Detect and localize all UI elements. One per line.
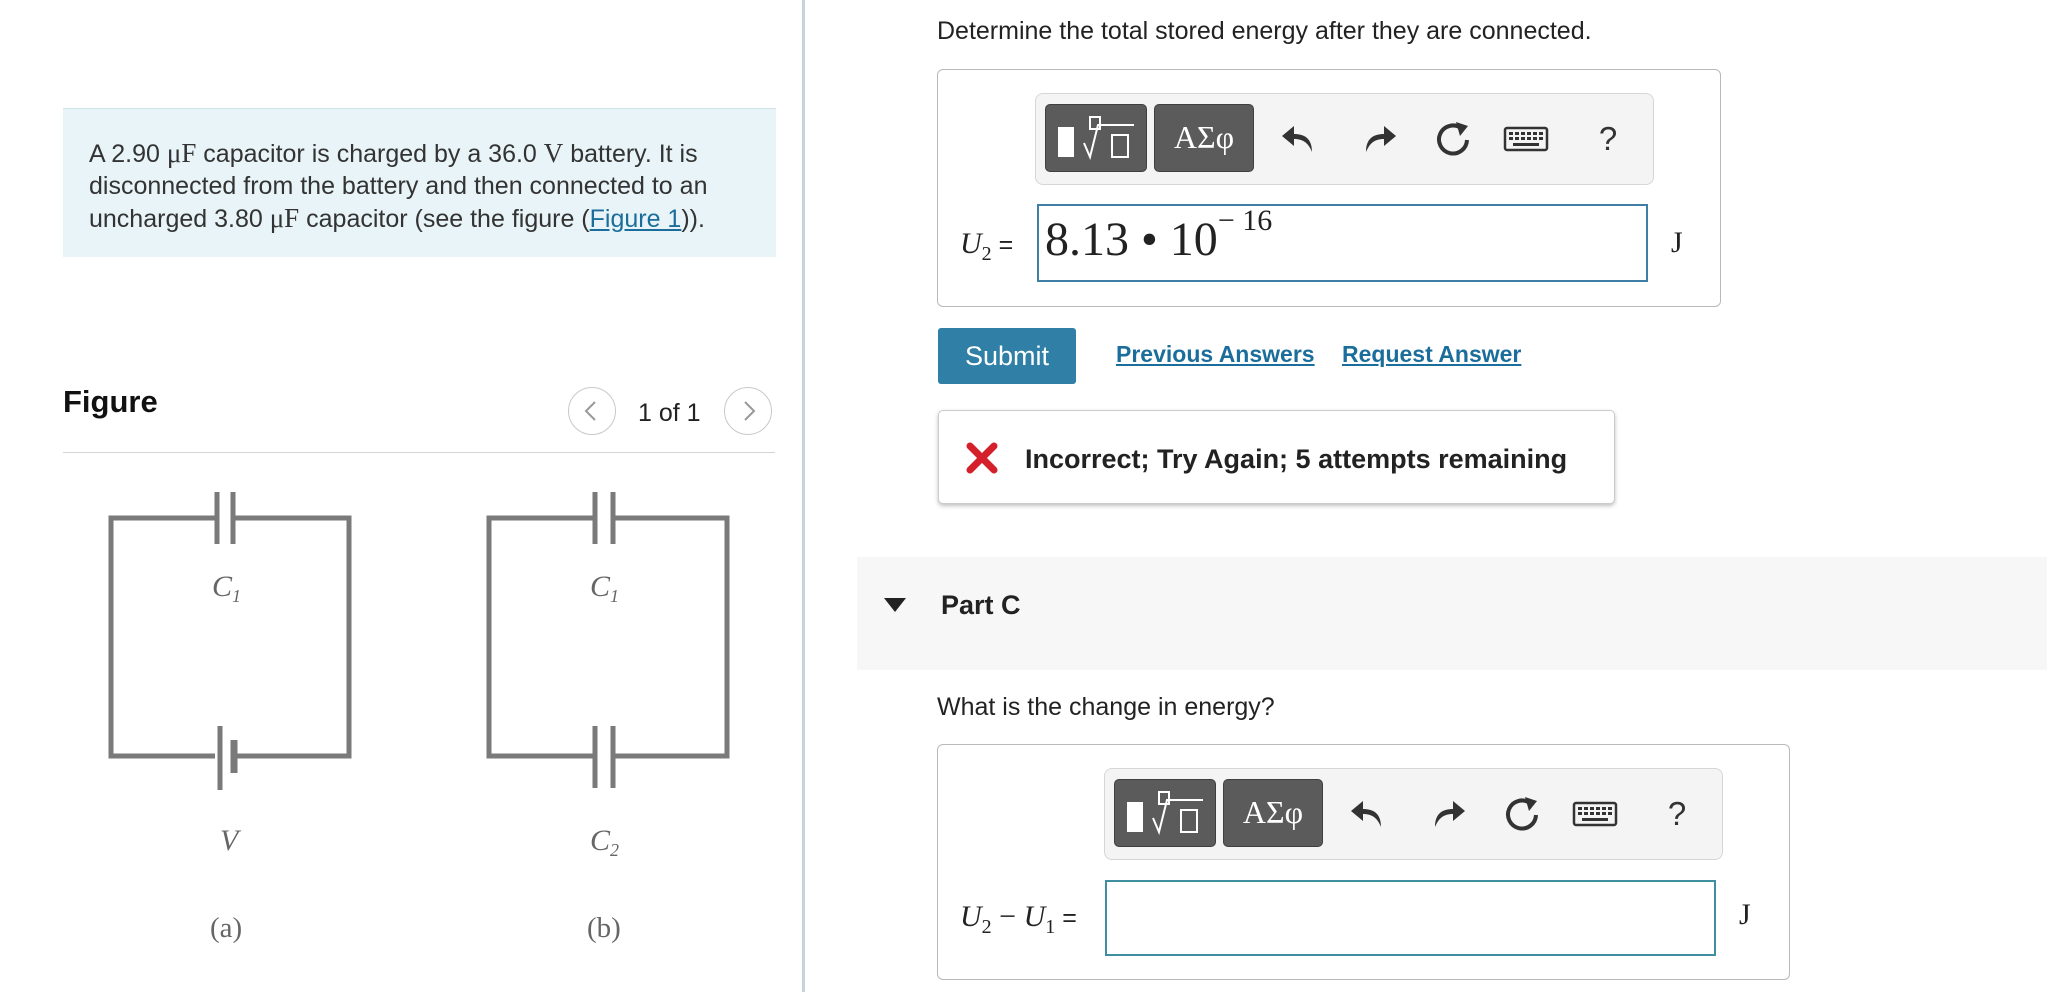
figure-link[interactable]: Figure 1 — [589, 205, 682, 233]
caret-down-icon[interactable] — [884, 598, 906, 612]
keyboard-icon — [1501, 114, 1551, 164]
prev-figure-button[interactable] — [568, 387, 616, 435]
previous-answers-link[interactable]: Previous Answers — [1116, 341, 1315, 367]
part-c-prompt: What is the change in energy? — [937, 693, 1275, 721]
unit-volt: V — [543, 138, 564, 168]
label-v-a: V — [220, 824, 239, 857]
part-b-equation-label: $U_2$ = — [960, 227, 1014, 265]
part-b-math-toolbar — [1035, 93, 1654, 185]
problem-text-4: capacitor (see the figure ( — [299, 205, 590, 233]
help-button[interactable]: ? — [1667, 795, 1687, 832]
reset-icon — [1428, 114, 1478, 164]
problem-statement — [63, 108, 776, 257]
problem-text-5: )). — [681, 205, 705, 233]
undo-button[interactable] — [1345, 789, 1395, 839]
reset-icon — [1497, 789, 1547, 839]
unit-microfarad: μF — [166, 138, 197, 168]
figure-title: Figure — [63, 384, 158, 419]
figure-divider — [63, 452, 775, 453]
circuit-a — [111, 492, 349, 790]
help-button[interactable]: ? — [1598, 120, 1618, 157]
label-c1-a: $C_1$ — [212, 570, 242, 606]
request-answer-link[interactable]: Request Answer — [1342, 341, 1522, 367]
undo-button[interactable] — [1276, 114, 1326, 164]
reset-button[interactable] — [1428, 114, 1478, 164]
part-c-header[interactable] — [857, 557, 2047, 670]
part-c-math-toolbar — [1104, 768, 1723, 860]
chevron-right-icon — [725, 388, 771, 434]
close-x-icon — [965, 441, 999, 475]
redo-button[interactable] — [1352, 114, 1402, 164]
keyboard-button[interactable] — [1501, 114, 1551, 164]
redo-icon — [1352, 114, 1402, 164]
next-figure-button[interactable] — [724, 387, 772, 435]
redo-button[interactable] — [1421, 789, 1471, 839]
submit-button[interactable]: Submit — [938, 328, 1076, 384]
keyboard-button[interactable] — [1570, 789, 1620, 839]
problem-text-2: capacitor is charged by a 36.0 — [196, 140, 544, 168]
caption-a: (a) — [210, 912, 243, 944]
chevron-left-icon — [569, 388, 615, 434]
problem-text-3: battery. It is disconnected from the battery and then connected to an uncharged 3.80 — [89, 140, 708, 233]
feedback-message — [938, 410, 1615, 504]
part-b-answer-value: 8.13 • $10^{- 16}$ — [1045, 204, 1273, 266]
templates-button[interactable] — [1045, 104, 1147, 172]
part-c-equation-label: $U_2 - U_1$ = — [960, 900, 1077, 938]
part-c-title[interactable]: Part C — [941, 590, 1021, 620]
figure-counter: 1 of 1 — [638, 399, 701, 427]
feedback-text: Incorrect; Try Again; 5 attempts remaining — [1025, 444, 1568, 474]
undo-icon — [1345, 789, 1395, 839]
keyboard-icon — [1570, 789, 1620, 839]
part-b-unit: J — [1671, 226, 1683, 259]
part-b-prompt: Determine the total stored energy after they are connected. — [937, 17, 1592, 45]
undo-icon — [1276, 114, 1326, 164]
circuit-b — [489, 492, 727, 788]
greek-symbols-button[interactable]: ΑΣφ — [1223, 779, 1323, 847]
circuit-figure — [80, 470, 780, 950]
redo-icon — [1421, 789, 1471, 839]
unit-microfarad: μF — [269, 203, 300, 233]
templates-icon — [1115, 780, 1215, 846]
label-c1-b: $C_1$ — [590, 570, 620, 606]
templates-button[interactable] — [1114, 779, 1216, 847]
part-b-answer-input[interactable] — [1037, 204, 1648, 282]
greek-symbols-button[interactable]: ΑΣφ — [1154, 104, 1254, 172]
problem-text-1: A 2.90 — [89, 140, 167, 168]
part-c-answer-input[interactable] — [1105, 880, 1716, 956]
reset-button[interactable] — [1497, 789, 1547, 839]
caption-b: (b) — [587, 912, 621, 944]
part-c-unit: J — [1739, 898, 1751, 931]
templates-icon — [1046, 105, 1146, 171]
pane-divider[interactable] — [802, 0, 805, 992]
label-c2-b: $C_2$ — [590, 824, 620, 860]
